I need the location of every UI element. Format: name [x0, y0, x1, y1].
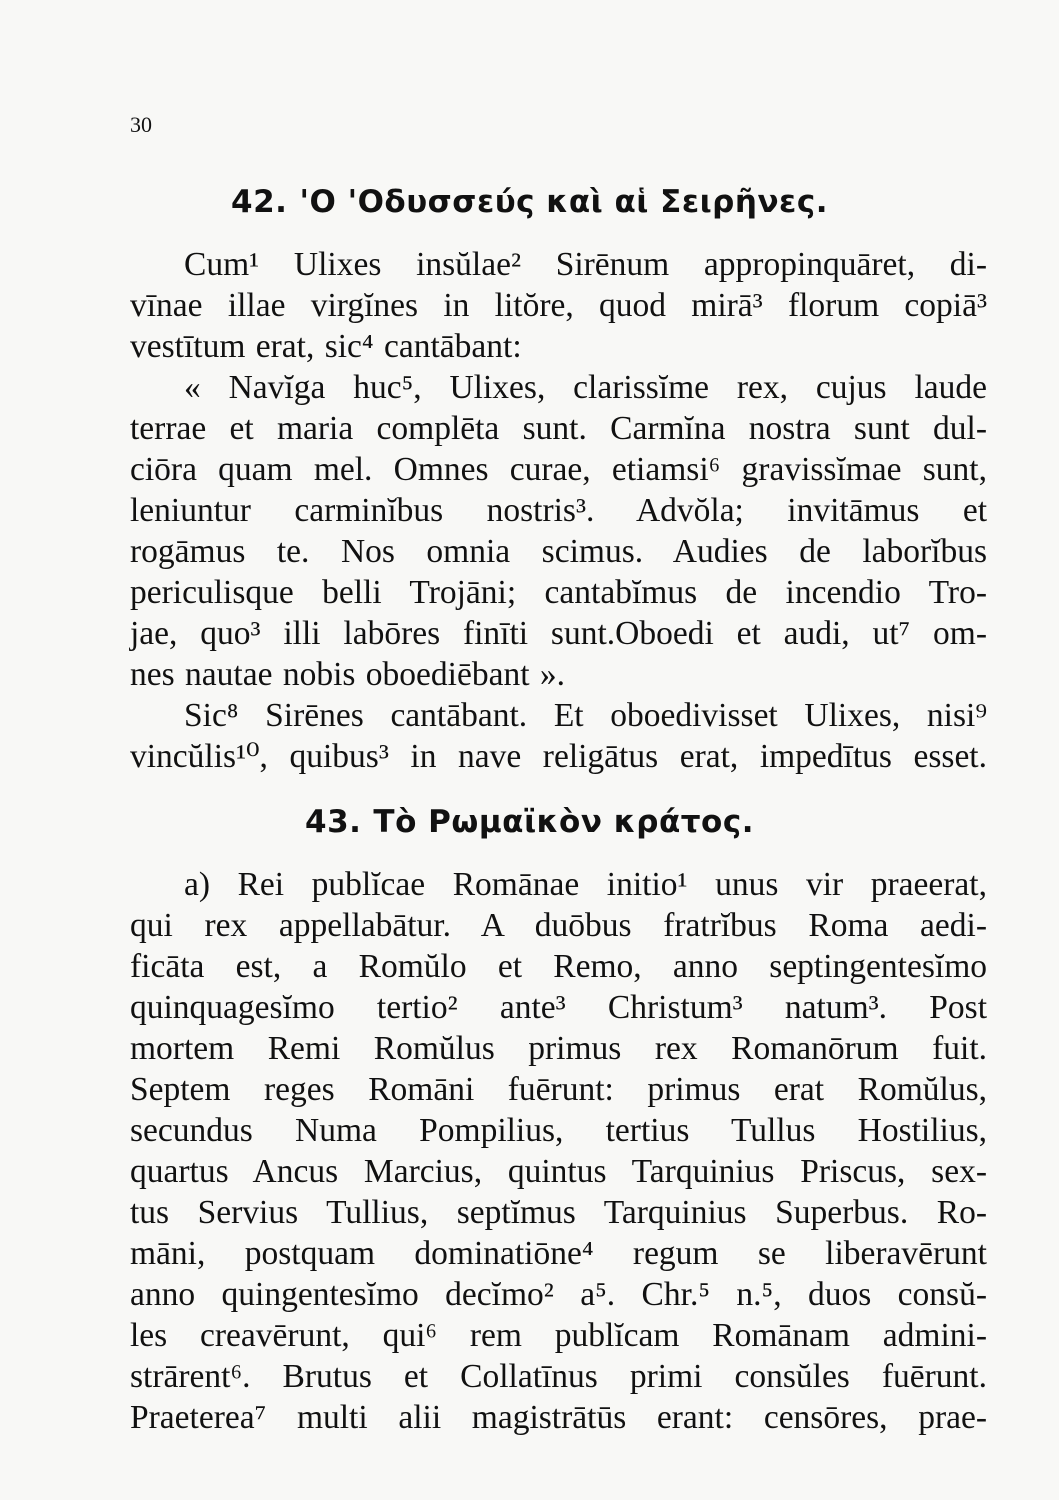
- section-number: 43.: [305, 804, 362, 840]
- section-heading-42: [0, 184, 1059, 220]
- text-line: qui rex appellabātur. A duōbus fratrĭbus Roma aedi-: [130, 907, 987, 944]
- text-line: vincŭlis¹⁰, quibus³ in nave religātus erat, impedītus esset.: [130, 738, 987, 775]
- text-line: Praeterea⁷ multi alii magistrātūs erant: censōres, prae-: [130, 1399, 987, 1436]
- text-line: ciōra quam mel. Omnes curae, etiamsi⁶ gravissĭmae sunt,: [130, 451, 987, 488]
- text-line: quinquagesĭmo tertio² ante³ Christum³ natum³. Post: [130, 989, 987, 1026]
- text-line: anno quingentesĭmo decĭmo² a⁵. Chr.⁵ n.⁵, duos consŭ-: [130, 1276, 987, 1313]
- text-line: Cum¹ Ulixes insŭlae² Sirēnum appropinquāret, di-: [184, 246, 987, 283]
- text-line: a) Rei publĭcae Romānae initio¹ unus vir praeerat,: [184, 866, 987, 903]
- text-line: quartus Ancus Marcius, quintus Tarquinius Priscus, sex-: [130, 1153, 987, 1190]
- section-number: 42.: [231, 184, 288, 220]
- text-line: jae, quo³ illi labōres finīti sunt.Oboedi et audi, ut⁷ om-: [130, 615, 987, 652]
- text-line: vestītum erat, sic⁴ cantābant:: [130, 328, 522, 365]
- text-line: les creavērunt, qui⁶ rem publĭcam Romānam admini-: [130, 1317, 987, 1354]
- text-line: strārent⁶. Brutus et Collatīnus primi consŭles fuērunt.: [130, 1358, 987, 1395]
- section-title: 'Ο 'Οδυσσεύς καὶ αἱ Σειρῆνες.: [299, 184, 828, 220]
- text-line: tus Servius Tullius, septĭmus Tarquinius Superbus. Ro-: [130, 1194, 987, 1231]
- text-line: ficāta est, a Romŭlo et Remo, anno septingentesĭmo: [130, 948, 987, 985]
- text-line: periculisque belli Trojāni; cantabĭmus de incendio Tro-: [130, 574, 987, 611]
- section-title: Τὸ Ρωμαϊκὸν κράτος.: [373, 804, 754, 840]
- page-number: 30: [130, 112, 152, 137]
- text-line: Sic⁸ Sirēnes cantābant. Et oboedivisset Ulixes, nisi⁹: [184, 697, 987, 734]
- text-line: « Navĭga huc⁵, Ulixes, clarissĭme rex, cujus laude: [184, 369, 987, 406]
- text-line: terrae et maria complēta sunt. Carmĭna nostra sunt dul-: [130, 410, 987, 447]
- text-line: nes nautae nobis oboediēbant ».: [130, 656, 566, 693]
- text-line: leniuntur carminĭbus nostris³. Advŏla; invitāmus et: [130, 492, 987, 529]
- text-line: secundus Numa Pompilius, tertius Tullus Hostilius,: [130, 1112, 987, 1149]
- text-line: vīnae illae virgĭnes in litŏre, quod mirā³ florum copiā³: [130, 287, 987, 324]
- text-line: māni, postquam dominatiōne⁴ regum se liberavērunt: [130, 1235, 987, 1272]
- section-heading-43: [0, 804, 1059, 840]
- text-line: rogāmus te. Nos omnia scimus. Audies de laborĭbus: [130, 533, 987, 570]
- text-line: mortem Remi Romŭlus primus rex Romanōrum fuit.: [130, 1030, 987, 1067]
- text-line: Septem reges Romāni fuērunt: primus erat Romŭlus,: [130, 1071, 987, 1108]
